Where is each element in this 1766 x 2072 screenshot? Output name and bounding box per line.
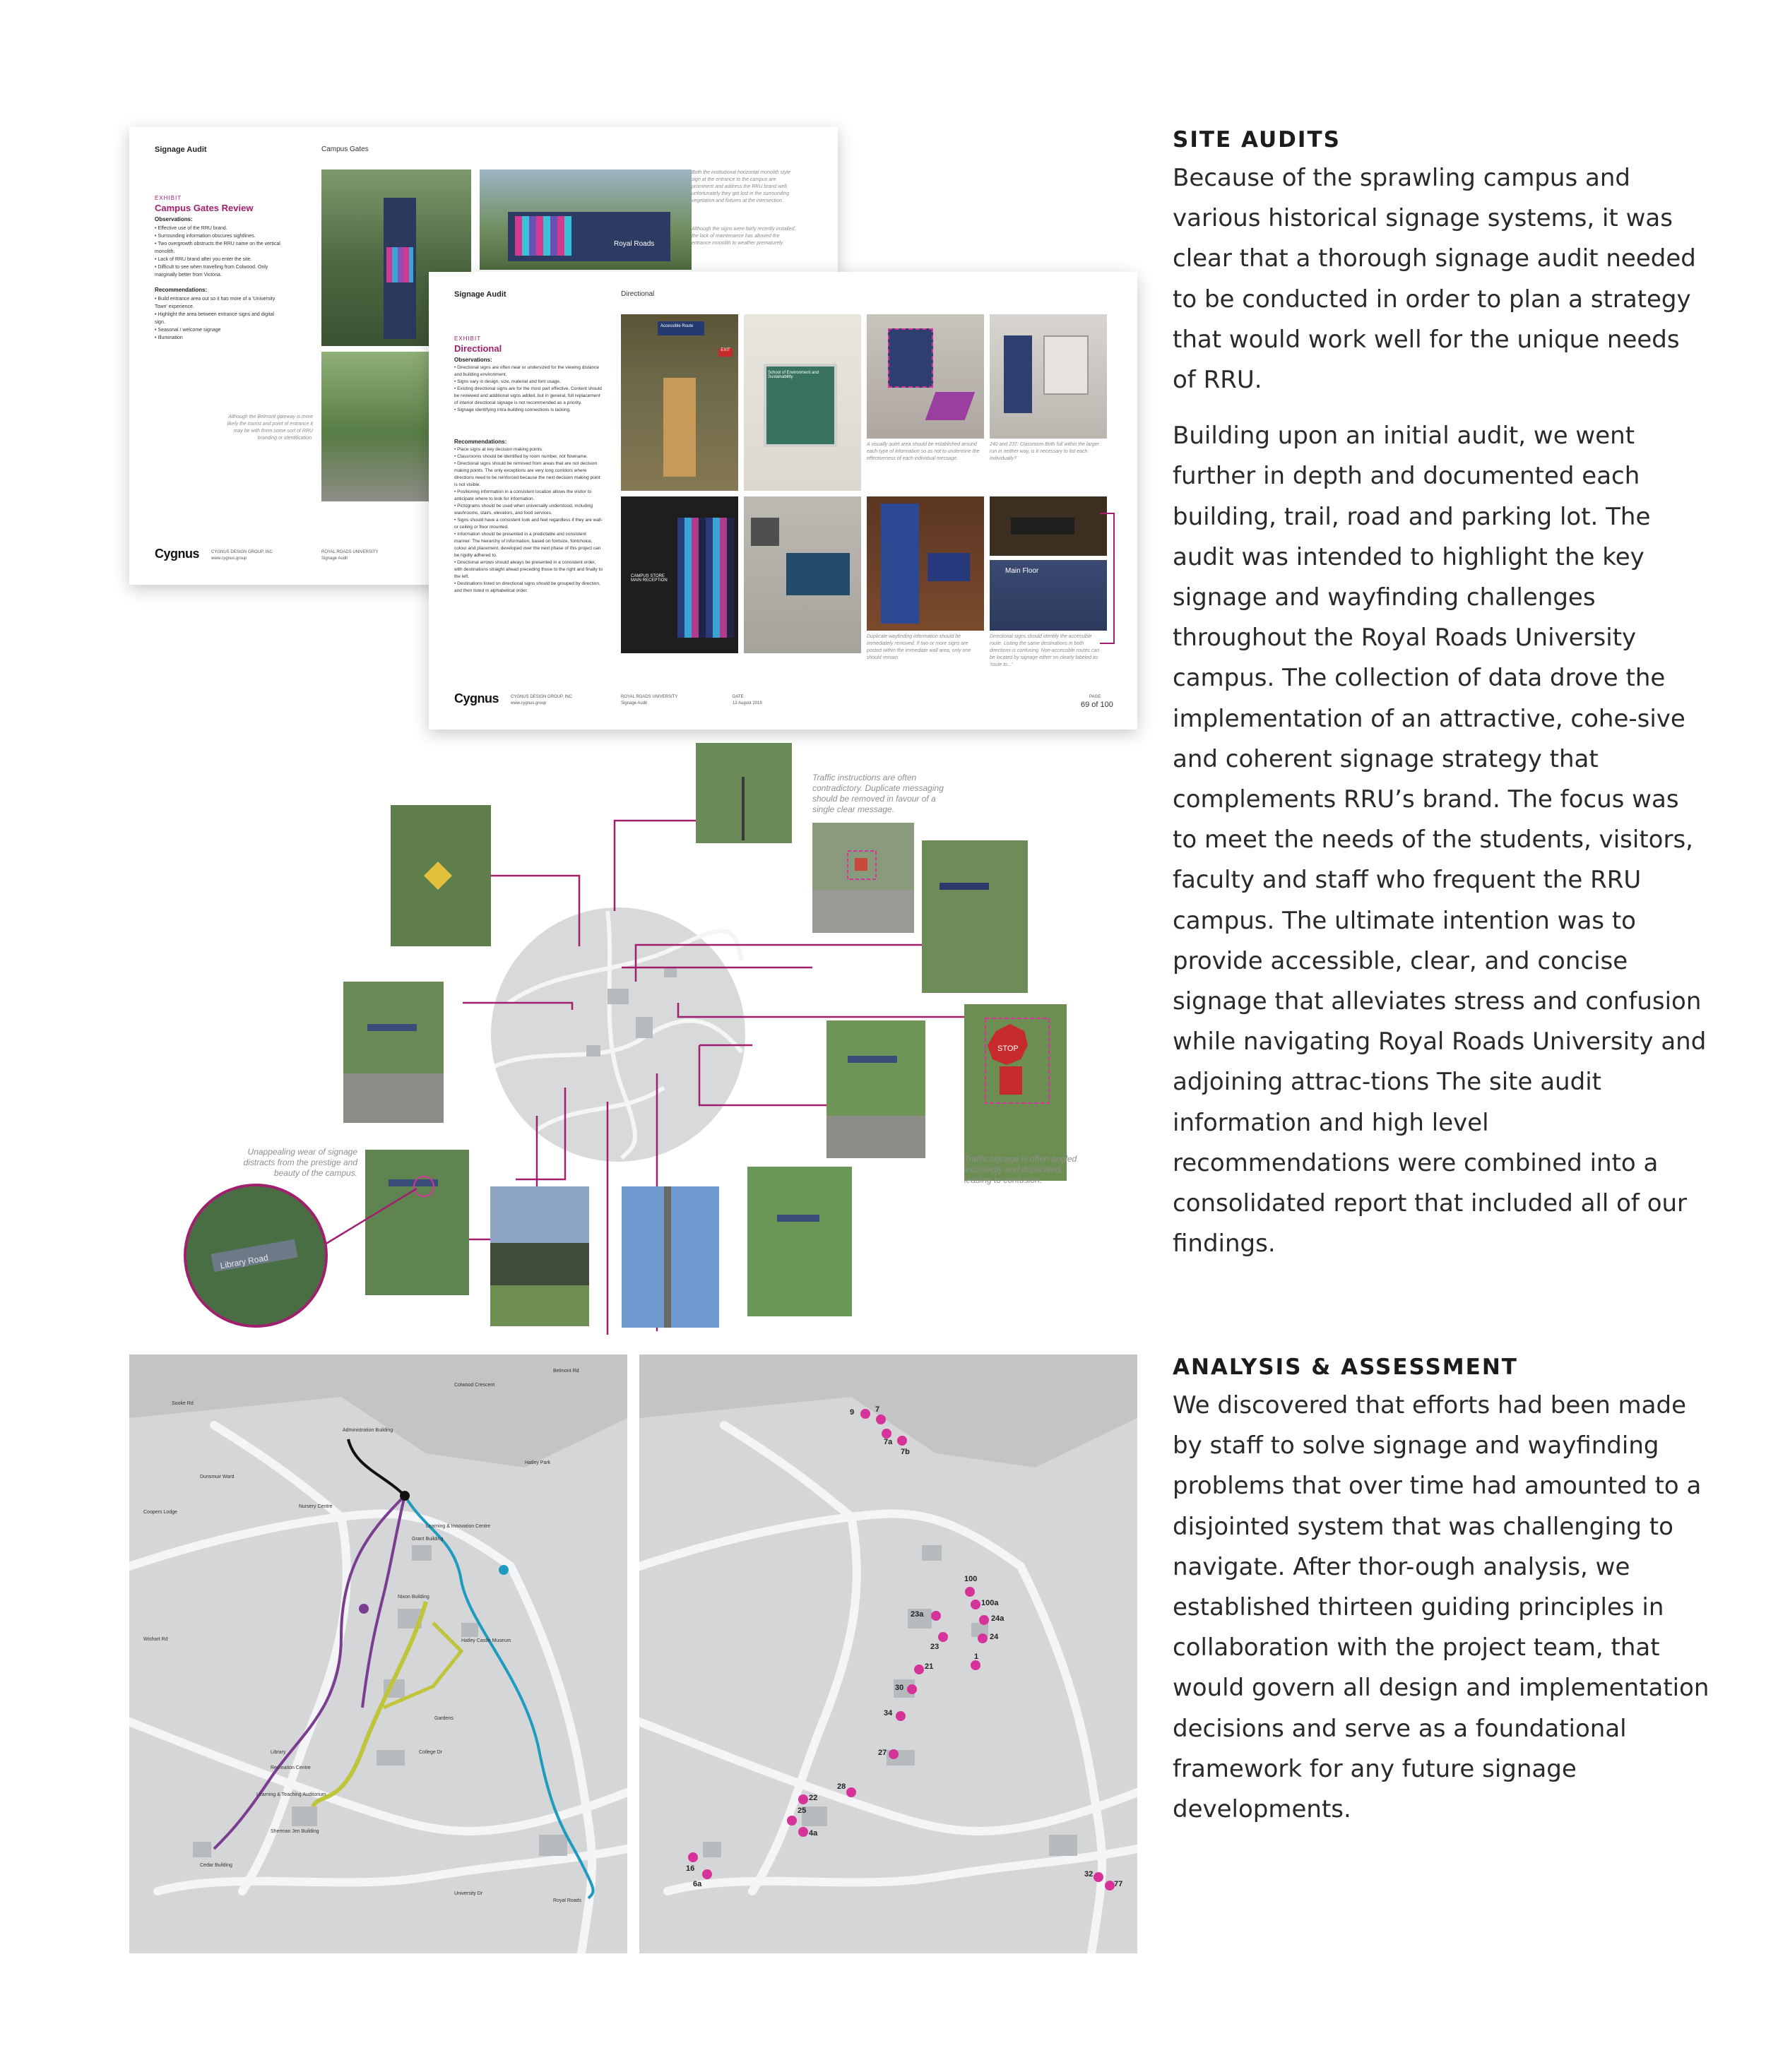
map-label: Colwood Crescent xyxy=(454,1383,495,1388)
list-item: • Information should be presented in a predictable and consistent manner. The hierarchy of information, based on fontsize, fontchoice, colour and placement, developed over the next phase of this project can be rigidly adhered to. xyxy=(454,531,604,559)
map-marker: 22 xyxy=(809,1794,818,1802)
caption-traffic-instructions: Traffic instructions are often contradictory. Duplicate messaging should be removed in favour of a single clear message. xyxy=(812,773,944,814)
list-item: • Difficult to see when travelling from Colwood. Only marginally better from Victoria. xyxy=(155,263,282,279)
observations-list xyxy=(155,225,282,279)
list-item: • Existing directional signs are for the most part effective. Content should be reviewed and additional signs added, but in general, full replacement of interior directional signage is not recommended as a priority. xyxy=(454,386,604,407)
report-page-directional xyxy=(429,272,1137,730)
map-marker: 21 xyxy=(925,1662,934,1671)
observations-label: Observations: xyxy=(454,357,492,363)
door xyxy=(663,378,696,477)
exit-sign: EXIT xyxy=(718,348,733,357)
sign-text: Accessible Route xyxy=(660,324,694,328)
photo-pixel-sign xyxy=(621,496,738,653)
list-item: • Directional arrows should always be presented in a consistent order, with destinations straight ahead preceding those to the right and finally to the left. xyxy=(454,559,604,580)
photo-projecting-sign xyxy=(867,314,984,439)
list-item: • Directional signs are often near or undersized for the viewing distance and building environment. xyxy=(454,364,604,379)
recommendations-label: Recommendations: xyxy=(454,439,507,445)
map-label: Nixon Building xyxy=(398,1595,429,1600)
list-item: • Directional signs should be removed from areas that are not decision making points. The only exceptions are very long corridors where directions need to be reinforced because the next decision making point is not visible. xyxy=(454,460,604,489)
caption-angled-signage: Traffic signage is often angled incorrectly and duplicated, leading to confusion. xyxy=(964,1154,1077,1185)
map-label: University Dr xyxy=(454,1891,483,1896)
map-marker: 77 xyxy=(1114,1880,1123,1888)
angled-sign xyxy=(925,392,976,420)
recommendations-list xyxy=(454,446,604,595)
map-label: College Dr xyxy=(419,1750,443,1755)
map-label: Wishart Rd xyxy=(143,1637,168,1642)
sign-text: Main Floor xyxy=(1005,567,1039,575)
map-label: Nursery Centre xyxy=(299,1504,333,1509)
footer-date: 13 August 2019 xyxy=(733,701,762,705)
map-label: Learning & Teaching Auditorium xyxy=(256,1792,326,1797)
caption-duplicate: Duplicate wayfinding information should be immediately removed. If two or more signs are posted within the immediate wall area, only one should remain. xyxy=(867,634,971,660)
map-label: Learning & Innovation Centre xyxy=(426,1524,491,1529)
map-marker: 7b xyxy=(901,1448,910,1456)
caption-gates-right-2: Although the signs were fairly recently installed, the lack of maintenance has allowed the entrance monolith to weather prematurely. xyxy=(692,227,796,246)
analysis-section xyxy=(1173,1354,1709,1845)
map-label: Sooke Rd xyxy=(172,1401,194,1406)
map-marker: 1 xyxy=(974,1653,979,1661)
audit-map-collage xyxy=(0,734,1144,1342)
caption-gates-left: Although the Belmont gateway is more likely the tourist and point of entrance it may be with them some sort of RRU branding or identification. xyxy=(227,415,313,441)
caption-gates-right: Both the institutional horizontal monolith style sign at the entrance to the campus are prominent and address the RRU brand well; unfortunately they get lost in the surrounding vegetation and fixtures at the intersection. xyxy=(692,170,791,203)
list-item: • Signage identifying intra-building connections is lacking. xyxy=(454,407,604,414)
report-page-title: Signage Audit xyxy=(155,145,207,154)
cygnus-logo: Cygnus xyxy=(155,547,200,561)
map-marker: 7 xyxy=(875,1405,880,1414)
map-marker: 23a xyxy=(911,1610,924,1619)
observations-label: Observations: xyxy=(155,216,193,222)
report-heading: Campus Gates Review xyxy=(155,203,254,213)
footer-date-label: DATE xyxy=(733,695,744,699)
map-label: Gardens xyxy=(434,1716,454,1721)
map-marker: 25 xyxy=(798,1806,807,1815)
report-page-title: Signage Audit xyxy=(454,290,506,299)
room-sign xyxy=(1004,335,1032,413)
site-audits-paragraph-2: Building upon an initial audit, we went further in depth and documented each building, trail, road and parking lot. The audit was intended to highlight the key signage and wayfinding challenges throughout the Royal Roads University campus. The collection of data drove the implementation of an attractive, cohe-sive and coherent signage strategy that complements RRU’s brand. The focus was to meet the needs of the students, visitors, faculty and staff who frequent the RRU campus. The ultimate intention was to provide accessible, clear, and concise signage that alleviates stress and confusion while navigating Royal Roads University and adjoining attrac-tions The site audit information and high level recommendations were combined into a consolidated report that included all of our findings. xyxy=(1173,422,1707,1258)
map-marker: 28 xyxy=(837,1782,846,1791)
analysis-heading: ANALYSIS & ASSESSMENT xyxy=(1173,1354,1518,1380)
sign-text: CAMPUS STORE MAIN RECEPTION xyxy=(631,574,668,583)
report-kicker: EXHIBIT xyxy=(155,195,182,201)
ceiling-sign xyxy=(1011,518,1074,535)
map-marker: 100 xyxy=(964,1575,978,1583)
footer-company: CYGNUS DESIGN GROUP, INC www.cygnus.group xyxy=(211,550,273,561)
wall-sign xyxy=(928,553,970,581)
monitor xyxy=(751,518,779,546)
map-label: Recreation Centre xyxy=(271,1766,311,1770)
map-marker: 24 xyxy=(990,1633,999,1641)
photo-parking-sign xyxy=(922,840,1028,993)
map-marker: 6a xyxy=(693,1880,702,1888)
caption-accessible-route: Directional signs should identify the accessible route. Listing the same destinations in both directions is confusing. Non-accessible routes can be located by signage either on clearly labeled as 'route to...' xyxy=(990,634,1100,667)
map-label: Hatley Park xyxy=(525,1460,551,1465)
map-marker: 24a xyxy=(991,1614,1005,1623)
map-marker: 100a xyxy=(981,1599,999,1607)
photo-standing-sign xyxy=(867,496,984,631)
route-black xyxy=(348,1439,405,1496)
list-item: • Illumination xyxy=(155,334,282,342)
photo-worn-sign xyxy=(365,1150,469,1295)
map-label: Royal Roads xyxy=(553,1898,582,1903)
list-item: • Pictograms should be used when universally understood, including washrooms, stairs, elevators, and food services. xyxy=(454,503,604,517)
photo-wall-directional xyxy=(744,496,861,653)
footer-page-label: PAGE xyxy=(1089,695,1101,699)
map-marker: 34 xyxy=(884,1709,893,1717)
footer-client: ROYAL ROADS UNIVERSITY Signage Audit xyxy=(321,550,379,561)
list-item: • Highlight the area between entrance signs and digital sign. xyxy=(155,311,282,326)
map-label: Hatley Castle Museum xyxy=(461,1638,511,1643)
map-marker: 30 xyxy=(895,1684,904,1692)
observations-list xyxy=(454,364,604,414)
list-item: • Effective use of the RRU brand. xyxy=(155,225,282,232)
map-marker: 23 xyxy=(930,1643,940,1651)
aed-cabinet xyxy=(1043,335,1089,395)
site-audits-section xyxy=(1173,127,1709,1280)
map-label: Coopers Lodge xyxy=(143,1510,177,1515)
list-item: • Place signs at key decision making points. xyxy=(454,446,604,453)
projecting-sign xyxy=(888,328,933,388)
ceiling-directional-sign xyxy=(658,321,704,335)
map-label: Dunsmuir Ward xyxy=(200,1475,235,1479)
list-item: • Signs vary in design, size, material and font usage. xyxy=(454,379,604,386)
worn-sign-text: Library Road xyxy=(219,1252,269,1271)
list-item: • Destinations listed on directional signs should be grouped by direction, and then listed in alphabetical order. xyxy=(454,580,604,595)
list-item: • Seasonal / welcome signage xyxy=(155,326,282,334)
photo-main-floor xyxy=(990,560,1107,631)
stop-sign-text: STOP xyxy=(997,1044,1019,1053)
analysis-paragraph: We discovered that efforts had been made by staff to solve signage and wayfinding problems that over time had amounted to a disjointed system that was challenging to navigate. After thor-ough analysis, we established thirteen guiding principles in collaboration with the project team, that would govern all design and implementation decisions and serve as a foundational framework for any future signage developments. xyxy=(1173,1391,1709,1824)
map-label: Cedar Building xyxy=(200,1863,232,1868)
pixel-pattern xyxy=(677,518,734,638)
report-page-section: Campus Gates xyxy=(321,145,369,153)
report-heading: Directional xyxy=(454,343,502,354)
map-marker: 16 xyxy=(686,1864,695,1873)
photo-aed-sign xyxy=(990,314,1107,439)
map-label: Library xyxy=(271,1750,286,1755)
caption-classroom: 240 and 237: Classroom Both full within the larger run in neither way, is it necessary to list each individually? xyxy=(990,442,1099,461)
photo-grass-sign xyxy=(747,1167,852,1316)
list-item: • Classrooms should be identified by room number, not flowname. xyxy=(454,453,604,460)
pixel-pattern xyxy=(386,247,413,282)
map-marker: 4a xyxy=(809,1829,818,1838)
caption-unappealing-wear: Unappealing wear of signage distracts from the prestige and beauty of the campus. xyxy=(243,1147,357,1178)
route-purple-2 xyxy=(362,1496,405,1708)
map-points xyxy=(639,1354,1137,1953)
list-item: • Two overgrowth obstructs the RRU name on the vertical monolith. xyxy=(155,240,282,256)
standing-sign xyxy=(881,504,919,624)
sign-text: School of Environment and Sustainability xyxy=(768,371,819,379)
recommendations-list xyxy=(155,295,282,342)
report-page-section: Directional xyxy=(621,290,655,298)
footer-client: ROYAL ROADS UNIVERSITY Signage Audit xyxy=(621,695,678,705)
map-routes xyxy=(129,1354,627,1953)
page-number: 69 of 100 xyxy=(1081,701,1113,709)
sign-text: Royal Roads xyxy=(614,240,655,248)
map-marker: 32 xyxy=(1084,1870,1094,1879)
photo-wall-sign xyxy=(744,314,861,491)
report-kicker: EXHIBIT xyxy=(454,335,482,342)
cygnus-logo: Cygnus xyxy=(454,691,499,705)
map-label: Sherman Jen Building xyxy=(271,1829,319,1834)
site-audits-paragraph-1: Because of the sprawling campus and various historical signage systems, it was clear that a thorough signage audit needed to be conducted in order to plan a strategy that would work well for the unique needs of RRU. xyxy=(1173,164,1696,395)
connector-line xyxy=(1100,512,1121,646)
map-marker: 27 xyxy=(878,1749,887,1757)
map-marker: 7a xyxy=(884,1438,893,1446)
recommendations-label: Recommendations: xyxy=(155,287,208,293)
photo-horizontal-sign xyxy=(480,169,692,270)
footer-company: CYGNUS DESIGN GROUP, INC www.cygnus.group xyxy=(511,695,572,705)
route-yellow xyxy=(313,1602,426,1806)
photo-ceiling-sign xyxy=(990,496,1107,556)
caption-quiet-area: A visually quiet area should be established around each type of information so as not to undermine the effectiveness of each individual message. xyxy=(867,442,980,461)
list-item: • Signs should have a consistent look and feel regardless if they are wall- or ceiling or floor mounted. xyxy=(454,517,604,531)
map-label: Grant Building xyxy=(412,1537,444,1542)
map-label: Administration Building xyxy=(343,1428,393,1433)
pixel-pattern xyxy=(515,216,571,256)
map-label: Belmont Rd xyxy=(553,1369,579,1374)
list-item: • Lack of RRU brand after you enter the site. xyxy=(155,256,282,263)
list-item: • Surrounding information obscures sightlines. xyxy=(155,232,282,240)
list-item: • Positioning information in a consistent location allows the visitor to anticipate where to look for information. xyxy=(454,489,604,503)
photo-corridor-door xyxy=(621,314,738,491)
site-audits-heading: SITE AUDITS xyxy=(1173,127,1341,153)
map-marker: 9 xyxy=(850,1408,855,1417)
list-item: • Build entrance area out so it has more of a 'University Town' experience. xyxy=(155,295,282,311)
wall-directional-sign xyxy=(786,553,850,595)
